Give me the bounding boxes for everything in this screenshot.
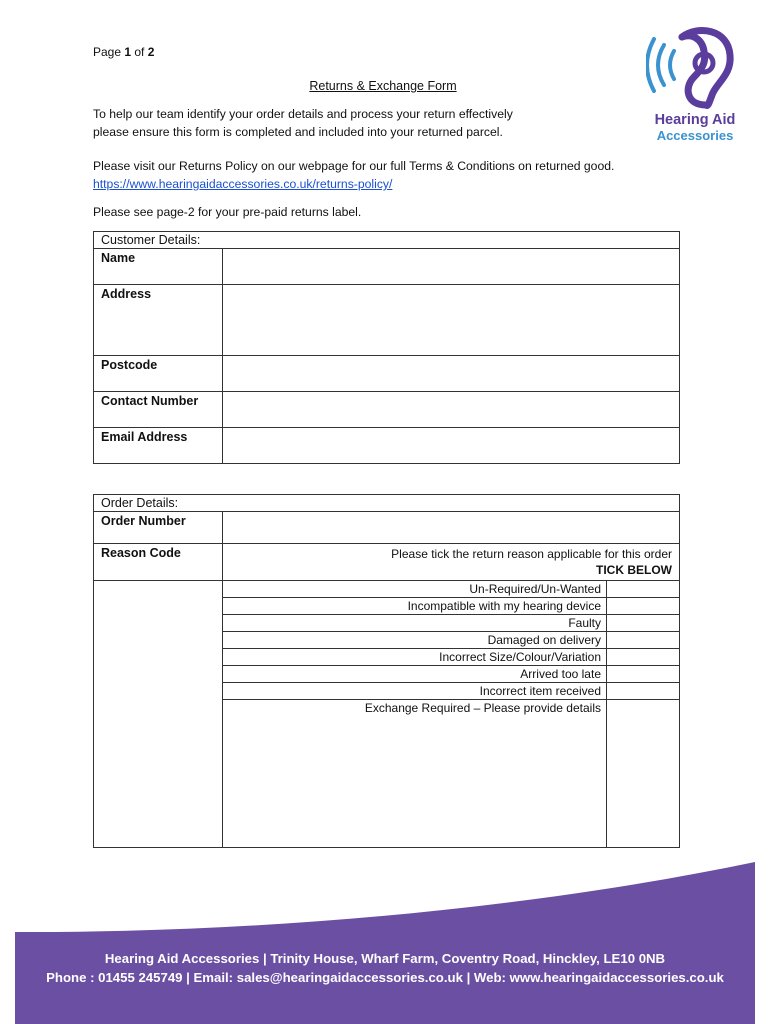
postcode-field[interactable] <box>223 356 680 392</box>
footer-wave-shape <box>0 855 770 1024</box>
reason-option: Arrived too late <box>223 666 607 683</box>
reason-code-field[interactable] <box>94 581 223 848</box>
email-address-label: Email Address <box>94 428 223 464</box>
page-number: Page 1 of 2 <box>93 45 155 59</box>
reason-option: Un-Required/Un-Wanted <box>223 581 607 598</box>
address-label: Address <box>94 285 223 356</box>
intro-paragraph: To help our team identify your order details and process your return effectively please ensure this form is completed and included into your returned parcel. <box>93 107 513 139</box>
form-title: Returns & Exchange Form <box>309 79 457 93</box>
postcode-label: Postcode <box>94 356 223 392</box>
logo-text-line1: Hearing Aid <box>654 112 736 128</box>
returns-label-note: Please see page-2 for your pre-paid returns label. <box>93 205 362 219</box>
reason-tick-box[interactable] <box>607 598 680 615</box>
reason-tick-box[interactable] <box>607 581 680 598</box>
email-address-field[interactable] <box>223 428 680 464</box>
policy-paragraph: Please visit our Returns Policy on our webpage for our full Terms & Conditions on returned good. https://www.hearingaidaccessories.co.uk/returns-policy/ <box>93 157 673 193</box>
order-number-field[interactable] <box>223 512 680 544</box>
reason-tick-box[interactable] <box>607 649 680 666</box>
reason-option: Incompatible with my hearing device <box>223 598 607 615</box>
customer-details-table <box>93 231 680 464</box>
contact-number-label: Contact Number <box>94 392 223 428</box>
address-field[interactable] <box>223 285 680 356</box>
footer-contact: Phone : 01455 245749 | Email: sales@hearingaidaccessories.co.uk | Web: www.hearingaidaccessories.co.uk <box>46 970 724 985</box>
tick-below-label: TICK BELOW <box>596 563 672 577</box>
reason-tick-box[interactable] <box>607 666 680 683</box>
reason-option: Incorrect Size/Colour/Variation <box>223 649 607 666</box>
reason-option: Incorrect item received <box>223 683 607 700</box>
reason-tick-box[interactable] <box>607 683 680 700</box>
reason-option: Faulty <box>223 615 607 632</box>
reason-tick-box[interactable] <box>607 615 680 632</box>
reason-tick-box[interactable] <box>607 700 680 848</box>
reason-code-label: Reason Code <box>94 544 223 581</box>
exchange-details-area[interactable]: Exchange Required – Please provide details <box>223 700 607 848</box>
order-details-table <box>93 494 680 848</box>
reason-option: Damaged on delivery <box>223 632 607 649</box>
order-details-caption: Order Details: <box>94 495 680 512</box>
returns-policy-link[interactable]: https://www.hearingaidaccessories.co.uk/returns-policy/ <box>93 177 393 191</box>
name-label: Name <box>94 249 223 285</box>
logo-text-line2: Accessories <box>656 128 734 143</box>
name-field[interactable] <box>223 249 680 285</box>
customer-details-caption: Customer Details: <box>94 232 680 249</box>
order-number-label: Order Number <box>94 512 223 544</box>
ear-sound-icon <box>646 25 746 113</box>
contact-number-field[interactable] <box>223 392 680 428</box>
reason-instruction: Please tick the return reason applicable for this order TICK BELOW <box>223 544 680 581</box>
reason-tick-box[interactable] <box>607 632 680 649</box>
footer-banner <box>0 855 770 1024</box>
footer-address: Hearing Aid Accessories | Trinity House, Wharf Farm, Coventry Road, Hinckley, LE10 0NB <box>104 951 666 966</box>
